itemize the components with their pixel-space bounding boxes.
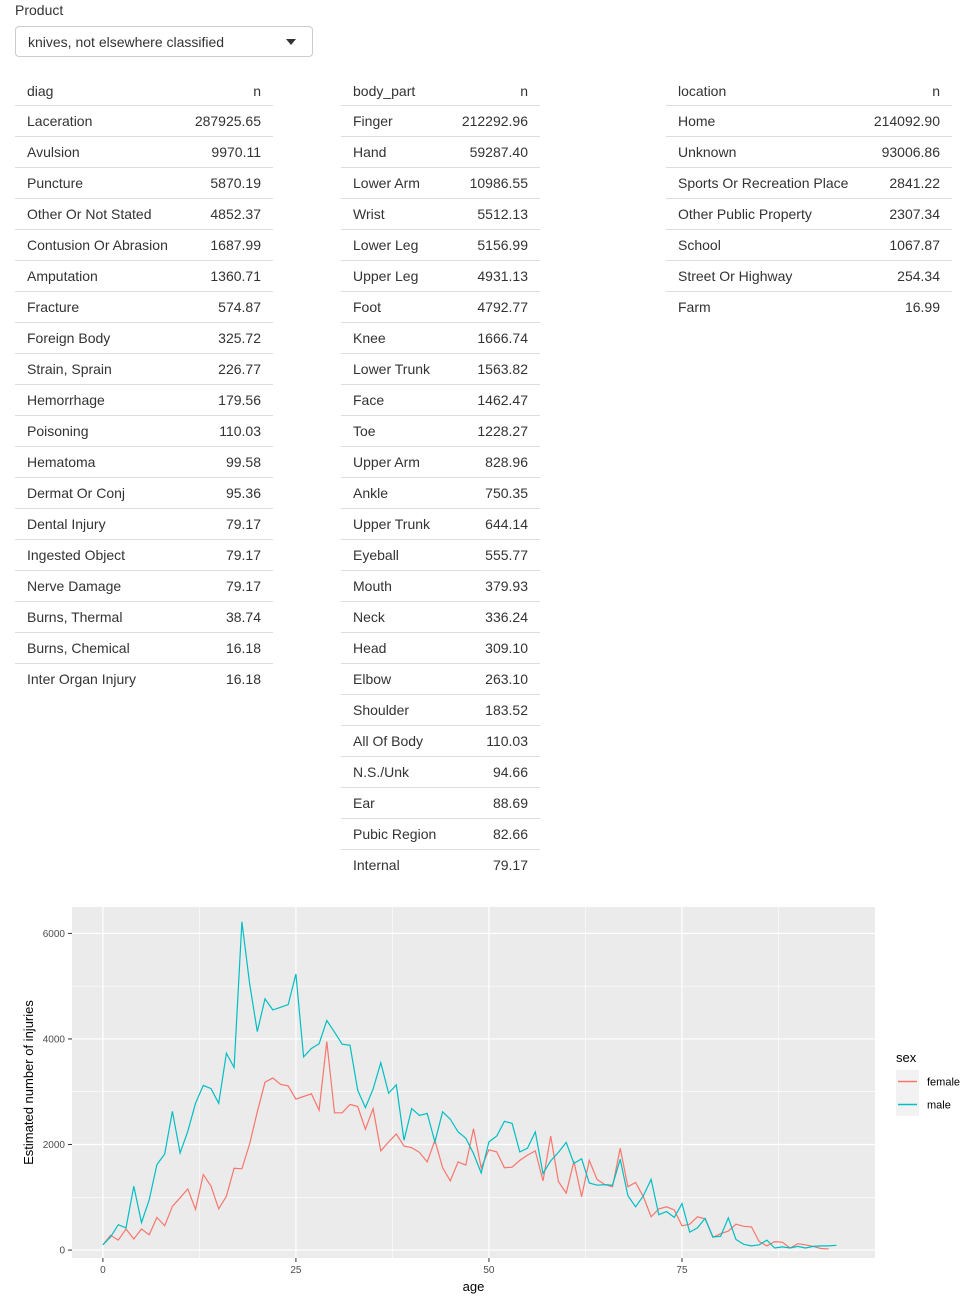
row-label: Knee bbox=[341, 323, 449, 354]
table-row bbox=[341, 602, 540, 633]
row-label: Dental Injury bbox=[15, 509, 182, 540]
row-label: Neck bbox=[341, 602, 449, 633]
row-count: 1687.99 bbox=[182, 230, 273, 261]
y-tick-label: 2000 bbox=[42, 1140, 65, 1152]
table-row bbox=[15, 137, 273, 168]
table-row bbox=[341, 633, 540, 664]
table-row bbox=[15, 106, 273, 137]
row-label: Lower Trunk bbox=[341, 354, 449, 385]
table-row bbox=[341, 230, 540, 261]
table-row bbox=[341, 261, 540, 292]
row-count: 94.66 bbox=[449, 757, 540, 788]
x-tick-label: 0 bbox=[100, 1265, 106, 1276]
table-row bbox=[15, 385, 273, 416]
table-row bbox=[666, 137, 952, 168]
injuries-by-age-chart bbox=[0, 885, 977, 1300]
row-count: 5156.99 bbox=[449, 230, 540, 261]
row-count: 93006.86 bbox=[861, 137, 952, 168]
row-label: Avulsion bbox=[15, 137, 182, 168]
row-count: 212292.96 bbox=[449, 106, 540, 137]
row-count: 82.66 bbox=[449, 819, 540, 850]
table-row bbox=[15, 571, 273, 602]
table-row bbox=[341, 757, 540, 788]
row-label: Lower Arm bbox=[341, 168, 449, 199]
diag-n-header: n bbox=[182, 77, 273, 106]
row-label: Head bbox=[341, 633, 449, 664]
table-row bbox=[341, 695, 540, 726]
row-label: School bbox=[666, 230, 861, 261]
row-label: Wrist bbox=[341, 199, 449, 230]
table-row bbox=[15, 540, 273, 571]
row-count: 4852.37 bbox=[182, 199, 273, 230]
row-label: Contusion Or Abrasion bbox=[15, 230, 182, 261]
row-label: Burns, Thermal bbox=[15, 602, 182, 633]
row-label: Burns, Chemical bbox=[15, 633, 182, 664]
diag-table bbox=[15, 77, 273, 694]
row-label: Upper Leg bbox=[341, 261, 449, 292]
legend-label-male: male bbox=[927, 1099, 951, 1112]
table-row bbox=[341, 478, 540, 509]
table-row bbox=[341, 509, 540, 540]
row-count: 287925.65 bbox=[182, 106, 273, 137]
row-count: 226.77 bbox=[182, 354, 273, 385]
row-label: Lower Leg bbox=[341, 230, 449, 261]
row-label: Mouth bbox=[341, 571, 449, 602]
table-row bbox=[15, 230, 273, 261]
product-label: Product bbox=[15, 2, 64, 18]
body-part-table bbox=[341, 77, 540, 880]
table-row bbox=[341, 199, 540, 230]
row-label: Ear bbox=[341, 788, 449, 819]
table-row bbox=[15, 633, 273, 664]
row-count: 2307.34 bbox=[861, 199, 952, 230]
row-count: 95.36 bbox=[182, 478, 273, 509]
row-count: 79.17 bbox=[182, 540, 273, 571]
row-count: 5512.13 bbox=[449, 199, 540, 230]
row-label: Inter Organ Injury bbox=[27, 671, 136, 687]
row-label: Finger bbox=[341, 106, 449, 137]
row-count: 9970.11 bbox=[182, 137, 273, 168]
row-count: 336.24 bbox=[449, 602, 540, 633]
table-row bbox=[15, 447, 273, 478]
x-axis-title: age bbox=[462, 1279, 485, 1294]
row-count: 79.17 bbox=[182, 571, 273, 602]
row-count: 10986.55 bbox=[449, 168, 540, 199]
row-count: 110.03 bbox=[449, 726, 540, 757]
row-count: 16.99 bbox=[904, 299, 940, 315]
row-count: 574.87 bbox=[182, 292, 273, 323]
row-count: 1563.82 bbox=[449, 354, 540, 385]
row-count: 99.58 bbox=[182, 447, 273, 478]
body-part-n-header: n bbox=[449, 77, 540, 106]
table-row bbox=[15, 323, 273, 354]
y-tick-label: 0 bbox=[59, 1245, 65, 1257]
row-label: Other Public Property bbox=[666, 199, 861, 230]
table-row bbox=[341, 292, 540, 323]
row-count: 110.03 bbox=[182, 416, 273, 447]
x-tick-label: 25 bbox=[290, 1265, 302, 1276]
table-row bbox=[15, 602, 273, 633]
y-tick-label: 6000 bbox=[42, 928, 65, 940]
product-select-value: knives, not elsewhere classified bbox=[28, 34, 225, 50]
row-label: Internal bbox=[353, 857, 400, 873]
legend-label-female: female bbox=[927, 1076, 961, 1089]
row-count: 59287.40 bbox=[449, 137, 540, 168]
row-count: 555.77 bbox=[449, 540, 540, 571]
row-label: Ingested Object bbox=[15, 540, 182, 571]
table-row bbox=[341, 385, 540, 416]
row-label: Foreign Body bbox=[15, 323, 182, 354]
row-label: Eyeball bbox=[341, 540, 449, 571]
row-label: Shoulder bbox=[341, 695, 449, 726]
table-row bbox=[341, 850, 540, 881]
row-label: Hemorrhage bbox=[15, 385, 182, 416]
table-row bbox=[341, 664, 540, 695]
table-row bbox=[15, 478, 273, 509]
diag-header: diag bbox=[15, 77, 182, 106]
table-row bbox=[341, 726, 540, 757]
table-row bbox=[341, 354, 540, 385]
row-count: 263.10 bbox=[449, 664, 540, 695]
row-count: 4792.77 bbox=[449, 292, 540, 323]
row-count: 79.17 bbox=[182, 509, 273, 540]
row-count: 1666.74 bbox=[449, 323, 540, 354]
row-label: Poisoning bbox=[15, 416, 182, 447]
row-count: 38.74 bbox=[182, 602, 273, 633]
row-label: Unknown bbox=[666, 137, 861, 168]
table-row bbox=[341, 416, 540, 447]
table-row bbox=[666, 199, 952, 230]
location-table bbox=[666, 77, 952, 322]
row-count: 4931.13 bbox=[449, 261, 540, 292]
table-row bbox=[15, 199, 273, 230]
row-label: Nerve Damage bbox=[15, 571, 182, 602]
row-count: 1360.71 bbox=[182, 261, 273, 292]
row-count: 1462.47 bbox=[449, 385, 540, 416]
table-row bbox=[666, 261, 952, 292]
table-row bbox=[15, 664, 273, 695]
row-label: Elbow bbox=[341, 664, 449, 695]
table-row bbox=[15, 354, 273, 385]
row-label: Dermat Or Conj bbox=[15, 478, 182, 509]
table-row bbox=[15, 416, 273, 447]
table-row bbox=[666, 230, 952, 261]
row-label: Hematoma bbox=[15, 447, 182, 478]
legend-title: sex bbox=[896, 1050, 917, 1065]
row-label: Pubic Region bbox=[341, 819, 449, 850]
row-label: Farm bbox=[678, 299, 711, 315]
table-row bbox=[666, 106, 952, 137]
row-count: 5870.19 bbox=[182, 168, 273, 199]
row-label: Laceration bbox=[15, 106, 182, 137]
row-count: 179.56 bbox=[182, 385, 273, 416]
row-label: Strain, Sprain bbox=[15, 354, 182, 385]
row-count: 325.72 bbox=[182, 323, 273, 354]
row-count: 254.34 bbox=[861, 261, 952, 292]
row-label: Street Or Highway bbox=[666, 261, 861, 292]
location-n-header: n bbox=[861, 77, 952, 106]
body-part-header: body_part bbox=[341, 77, 449, 106]
table-row bbox=[666, 292, 952, 323]
table-row bbox=[341, 447, 540, 478]
row-count: 309.10 bbox=[449, 633, 540, 664]
y-axis-title: Estimated number of injuries bbox=[21, 1000, 36, 1165]
row-count: 16.18 bbox=[225, 671, 261, 687]
row-label: N.S./Unk bbox=[341, 757, 449, 788]
plot-panel bbox=[72, 907, 875, 1258]
x-tick-label: 75 bbox=[676, 1265, 688, 1276]
row-count: 644.14 bbox=[449, 509, 540, 540]
row-label: Upper Trunk bbox=[341, 509, 449, 540]
table-row bbox=[15, 261, 273, 292]
row-label: All Of Body bbox=[341, 726, 449, 757]
row-count: 828.96 bbox=[449, 447, 540, 478]
product-select[interactable] bbox=[15, 26, 313, 57]
row-count: 750.35 bbox=[449, 478, 540, 509]
table-row bbox=[341, 168, 540, 199]
row-count: 214092.90 bbox=[861, 106, 952, 137]
row-label: Upper Arm bbox=[341, 447, 449, 478]
row-count: 16.18 bbox=[182, 633, 273, 664]
x-tick-label: 50 bbox=[483, 1265, 495, 1276]
row-label: Puncture bbox=[15, 168, 182, 199]
row-label: Foot bbox=[341, 292, 449, 323]
row-label: Hand bbox=[341, 137, 449, 168]
location-header: location bbox=[666, 77, 861, 106]
row-label: Ankle bbox=[341, 478, 449, 509]
row-label: Amputation bbox=[15, 261, 182, 292]
table-row bbox=[15, 509, 273, 540]
row-count: 379.93 bbox=[449, 571, 540, 602]
table-row bbox=[341, 323, 540, 354]
table-row bbox=[341, 137, 540, 168]
row-count: 1228.27 bbox=[449, 416, 540, 447]
row-count: 1067.87 bbox=[861, 230, 952, 261]
table-row bbox=[15, 168, 273, 199]
row-label: Toe bbox=[341, 416, 449, 447]
table-row bbox=[15, 292, 273, 323]
row-count: 88.69 bbox=[449, 788, 540, 819]
chevron-down-icon[interactable] bbox=[286, 39, 296, 45]
row-label: Fracture bbox=[15, 292, 182, 323]
table-row bbox=[341, 571, 540, 602]
row-label: Other Or Not Stated bbox=[15, 199, 182, 230]
table-row bbox=[341, 788, 540, 819]
row-count: 183.52 bbox=[449, 695, 540, 726]
row-count: 79.17 bbox=[492, 857, 528, 873]
row-count: 2841.22 bbox=[861, 168, 952, 199]
table-row bbox=[341, 106, 540, 137]
y-tick-label: 4000 bbox=[42, 1034, 65, 1046]
table-row bbox=[666, 168, 952, 199]
table-row bbox=[341, 819, 540, 850]
row-label: Sports Or Recreation Place bbox=[666, 168, 861, 199]
row-label: Face bbox=[341, 385, 449, 416]
row-label: Home bbox=[666, 106, 861, 137]
table-row bbox=[341, 540, 540, 571]
